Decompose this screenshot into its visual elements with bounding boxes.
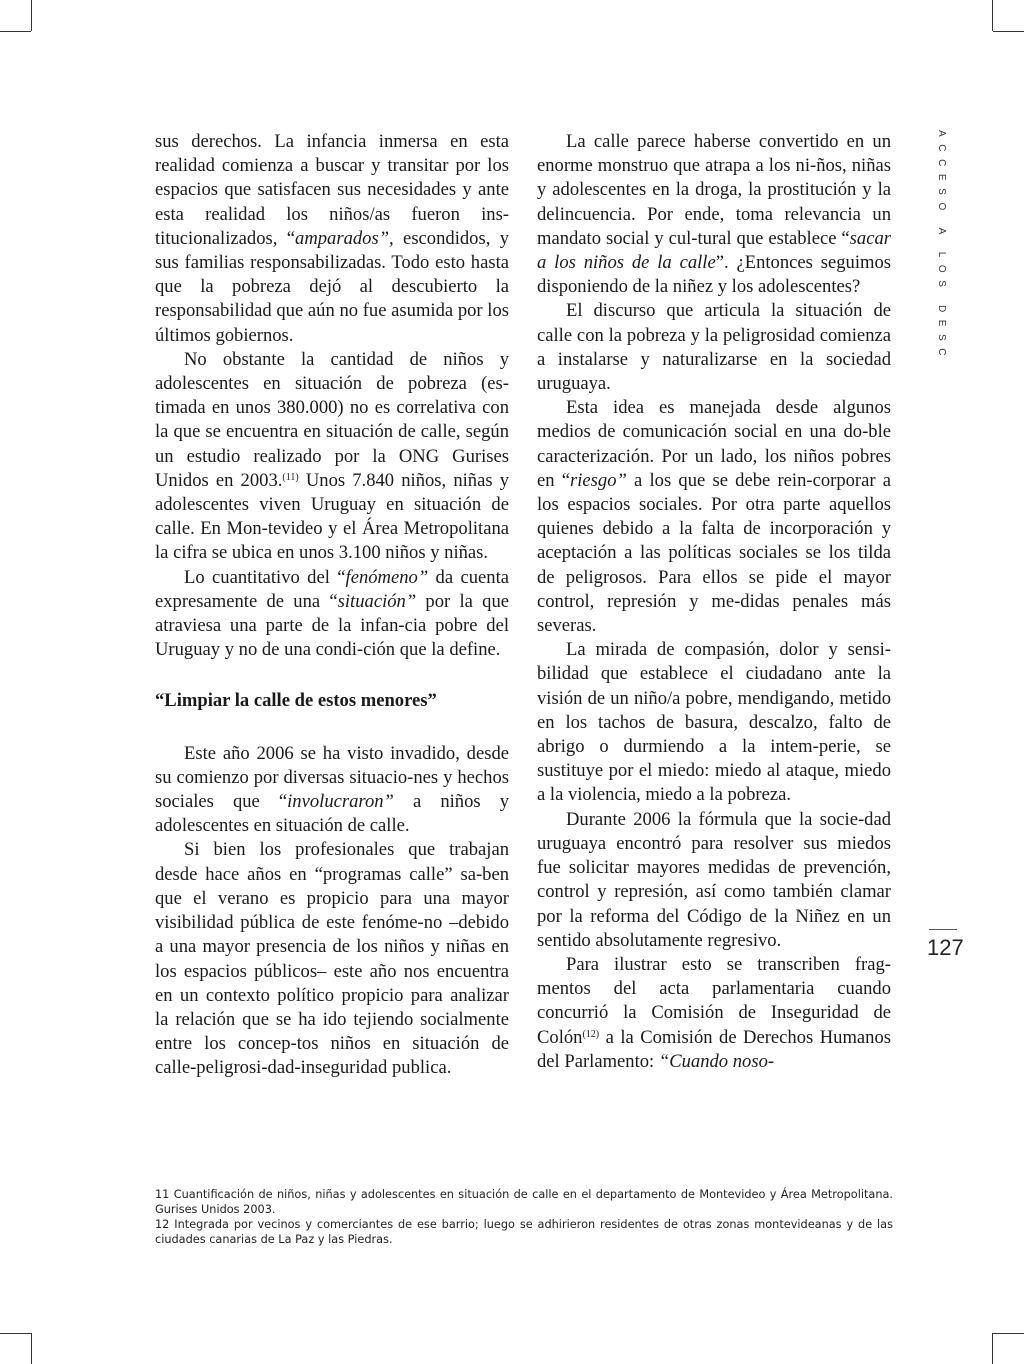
footnotes [155, 1187, 893, 1247]
paragraph: La mirada de compasión, dolor y sensi-bilidad que establece el ciudadano ante la visión de un niño/a pobre, mendigando, metido en los tachos de basura, descalzo, falto de abrigo o durmiendo a la intem-perie, se sustituye por el miedo: miedo al ataque, miedo a la violencia, miedo a la pobreza. [537, 639, 891, 806]
paragraph [155, 130, 509, 348]
paragraph [537, 130, 891, 299]
crop-mark-bottom-right-h [993, 1333, 1024, 1334]
emphasis: fenómeno” [345, 566, 429, 588]
footnote-ref: (11) [282, 471, 299, 483]
text: da cuenta expresamente de una “ [155, 566, 509, 612]
crop-mark-top-left-v [31, 0, 32, 31]
emphasis: “Cuando noso- [658, 1050, 775, 1072]
paragraph [155, 742, 509, 839]
running-header-vertical: ACCESO A LOS DESC [936, 130, 947, 364]
text: Este año 2006 se ha visto invadido, desde su comienzo por diversas situacio-nes y hechos sociales que “ [155, 742, 509, 813]
paragraph: El discurso que articula la situación de calle con la pobreza y la peligrosidad comienza a instalarse y naturalizarse en la sociedad uruguaya. [537, 300, 891, 395]
text: La calle parece haberse convertido en un enorme monstruo que atrapa a los ni-ños, niñas y adolescentes en la droga, la prostitución y la delincuencia. Por ende, toma relevancia un mandato social y cul-tural que establece “ [537, 131, 891, 249]
paragraph [155, 566, 509, 663]
text: escondidos, y sus familias responsabilizadas. Todo esto hasta que la pobreza dejó al descubierto la responsabilidad que aún no fue asumida por los últimos gobiernos. [155, 227, 510, 346]
text: No obstante la cantidad de niños y adolescentes en situación de pobreza (es-timada en unos 380.000) no es correlativa con la que se encuentra en situación de calle, según un estudio realizado por la ONG Gurises Unidos en 2003. [155, 348, 509, 491]
crop-mark-bottom-left-h [0, 1333, 31, 1334]
emphasis: situación” [337, 590, 417, 612]
emphasis: riesgo” [570, 469, 627, 491]
section-heading: “Limpiar la calle de estos menores” [155, 690, 437, 712]
text: por la que atraviesa una parte de la infan-cia pobre del Uruguay y no de una condi-ción que la define. [155, 590, 510, 661]
crop-mark-bottom-right-v [992, 1333, 993, 1364]
footnote: 12 Integrada por vecinos y comerciantes de ese barrio; luego se adhirieron residentes de otras zonas montevideanas y de las ciudades canarias de La Paz y las Piedras. [155, 1218, 893, 1246]
paragraph [537, 953, 891, 1074]
emphasis: sacar a los niños de la calle [537, 227, 891, 274]
paragraph: Durante 2006 la fórmula que la socie-dad uruguaya encontró para resolver sus miedos fue solicitar mayores medidas de prevención, control y represión, así como también clamar por la reforma del Código de la Niñez en un sentido absolutamente regresivo. [537, 808, 891, 951]
paragraph [537, 396, 891, 638]
text: ”. ¿Entonces seguimos disponiendo de la niñez y los adolescentes? [537, 252, 891, 298]
footnote-ref: (12) [582, 1028, 600, 1040]
text: Para ilustrar esto se transcriben frag-mentos del acta parlamentaria cuando concurrió la Comisión de Inseguridad de Colón [537, 953, 891, 1048]
page-number: 127 [927, 935, 964, 960]
text: Lo cuantitativo del “ [184, 566, 346, 588]
crop-mark-top-left-h [0, 31, 31, 32]
paragraph: Si bien los profesionales que trabajan desde hace años en “programas calle” sa-ben que el verano es propicio para una mayor visibilidad pública de este fenóme-no –debido a una mayor presencia de los niños y niñas en los espacios públicos– este año nos encuentra en un contexto político propicio para analizar la relación que se ha ido tejiendo socialmente entre los concep-tos niños en situación de calle-peligrosi-dad-inseguridad publica. [155, 839, 509, 1079]
crop-mark-top-right-h [993, 31, 1024, 32]
footnote: 11 Cuantificación de niños, niñas y adolescentes en situación de calle en el departamento de Montevideo y Área Metropolitana. Gurises Unidos 2003. [155, 1188, 893, 1216]
crop-mark-top-right-v [992, 0, 993, 31]
text: Unos 7.840 niños, niñas y adolescentes viven Uruguay en situación de calle. En Mon-tevideo y el Área Metropolitana la cifra se ubica en unos 3.100 niños y niñas. [155, 469, 510, 564]
emphasis: amparados”, [295, 227, 394, 249]
text: Esta idea es manejada desde algunos medios de comunicación social en una do-ble caracterización. Por un lado, los niños pobres en “ [537, 397, 891, 491]
text: a la Comisión de Derechos Humanos del Parlamento: [537, 1026, 891, 1072]
text: a niños y adolescentes en situación de calle. [155, 791, 509, 837]
paragraph [155, 348, 509, 566]
text: a los que se debe rein-corporar a los espacios sociales. Por otra parte aquellos quienes debido a la falta de incorporación y aceptación a las políticas sociales se los tilda de peligrosos. Para ellos se pide el mayor control, represión y me-didas penales más severas. [537, 469, 892, 637]
crop-mark-bottom-left-v [31, 1333, 32, 1364]
text: sus derechos. La infancia inmersa en esta realidad comienza a buscar y transitar por los espacios que satisfacen sus necesidades y ante esta realidad los niños/as fueron ins-titucionalizados, “ [155, 131, 509, 249]
right-column [537, 130, 891, 1074]
page-number-rule [929, 929, 957, 930]
left-column [155, 130, 509, 1081]
emphasis: involucraron” [287, 791, 394, 813]
